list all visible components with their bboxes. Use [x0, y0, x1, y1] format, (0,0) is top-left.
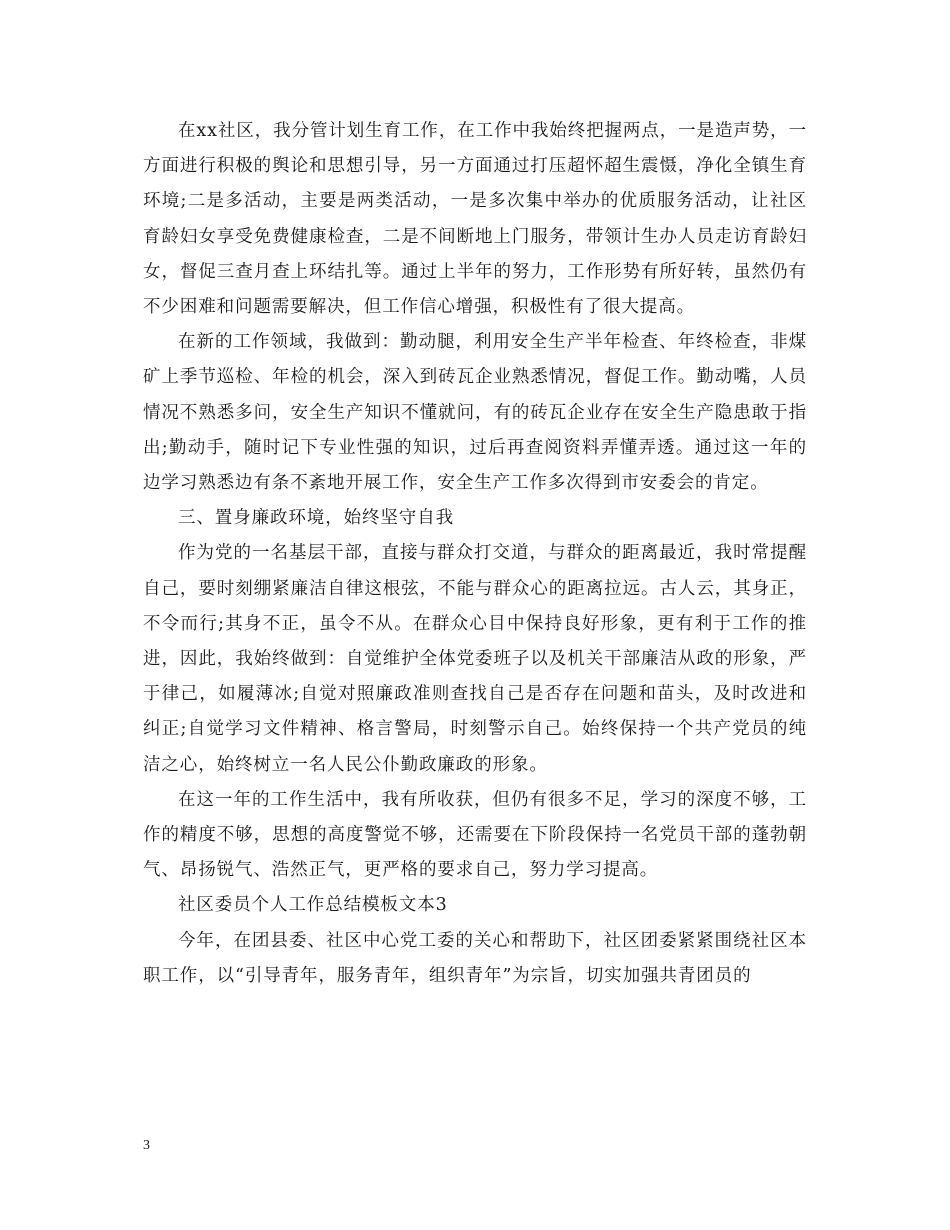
document-body — [143, 114, 807, 994]
paragraph-work-safety: 在新的工作领域，我做到：勤动腿，利用安全生产半年检查、年终检查，非煤矿上季节巡检、年检的机会，深入到砖瓦企业熟悉情况，督促工作。勤动嘴，人员情况不熟悉多问，安全生产知识不懂就问，有的砖瓦企业存在安全生产隐患敢于指出;勤动手，随时记下专业性强的知识，过后再查阅资料弄懂弄透。通过这一年的边学习熟悉边有条不紊地开展工作，安全生产工作多次得到市安委会的肯定。 — [143, 332, 807, 494]
template-title-3: 社区委员个人工作总结模板文本3 — [178, 895, 448, 916]
paragraph-integrity: 作为党的一名基层干部，直接与群众打交道，与群众的距离最近，我时常提醒自己，要时刻绷紧廉洁自律这根弦，不能与群众心的距离拉远。古人云，其身正，不令而行;其身不正，虽令不从。在群众心目中保持良好形象，更有利于工作的推进，因此，我始终做到：自觉维护全体党委班子以及机关干部廉洁从政的形象，严于律己，如履薄冰;自觉对照廉政准则查找自己是否存在问题和苗头，及时改进和纠正;自觉学习文件精神、格言警局，时刻警示自己。始终保持一个共产党员的纯洁之心，始终树立一名人民公仆勤政廉政的形象。 — [143, 543, 807, 775]
paragraph-youth-league: 今年，在团县委、社区中心党工委的关心和帮助下，社区团委紧紧围绕社区本职工作，以“引导青年，服务青年，组织青年”为宗旨，切实加强共青团员的 — [143, 930, 807, 986]
page-number: 3 — [143, 1138, 150, 1153]
paragraph-reflection: 在这一年的工作生活中，我有所收获，但仍有很多不足，学习的深度不够，工作的精度不够，思想的高度警觉不够，还需要在下阶段保持一名党员干部的蓬勃朝气、昂扬锐气、浩然正气，更严格的要求自己，努力学习提高。 — [143, 789, 807, 881]
section-heading-integrity: 三、置身廉政环境，始终坚守自我 — [178, 508, 454, 529]
paragraph-family-planning: 在xx社区，我分管计划生育工作，在工作中我始终把握两点，一是造声势，一方面进行积极的舆论和思想引导，另一方面通过打压超怀超生震慑，净化全镇生育环境;二是多活动，主要是两类活动，一是多次集中举办的优质服务活动，让社区育龄妇女享受免费健康检查，二是不间断地上门服务，带领计生办人员走访育龄妇女，督促三查月查上环结扎等。通过上半年的努力，工作形势有所好转，虽然仍有不少困难和问题需要解决，但工作信心增强，积极性有了很大提高。 — [143, 121, 807, 318]
